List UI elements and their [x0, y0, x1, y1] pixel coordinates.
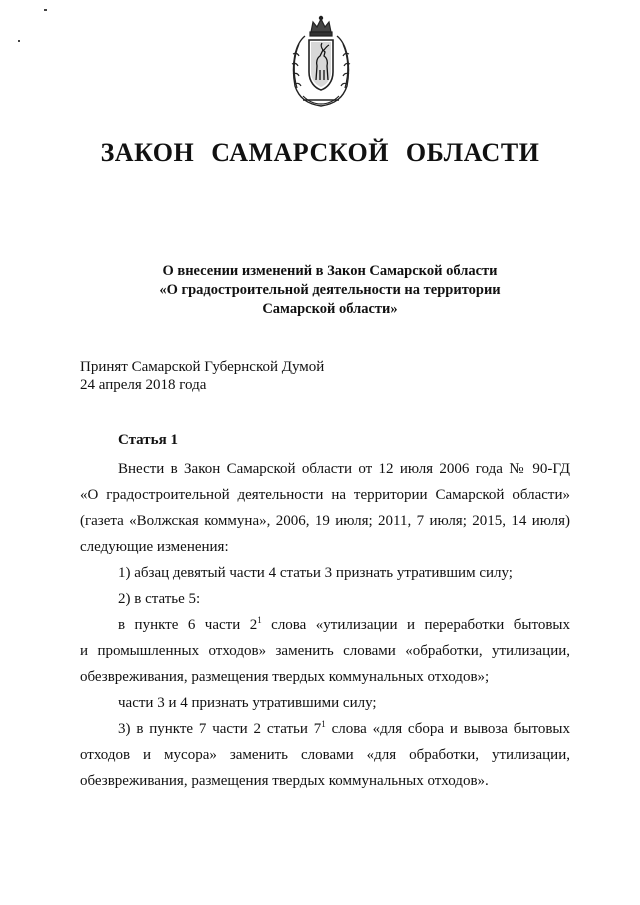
law-subject: [120, 262, 540, 319]
text-fragment: слова «для сбора и вывоза бытовых: [325, 721, 571, 737]
coat-of-arms-emblem: [283, 14, 359, 110]
scan-speck: [44, 9, 47, 11]
amendment-line: отходов и мусора» заменить словами «для обработки, утилизации,: [80, 747, 570, 763]
text-fragment: в пункте 6 части 2: [118, 617, 258, 633]
amendment-line: и промышленных отходов» заменить словами «обработки, утилизации,: [80, 643, 570, 659]
amendment-line: обезвреживания, размещения твердых коммунальных отходов»;: [80, 669, 490, 685]
subject-line: О внесении изменений в Закон Самарской области: [162, 263, 498, 279]
superscript: 1: [257, 615, 262, 625]
amendment-item-1: 1) абзац девятый части 4 статьи 3 признать утратившим силу;: [118, 565, 513, 581]
text-fragment: 3) в пункте 7 части 2 статьи 7: [118, 721, 322, 737]
article-heading: Статья 1: [118, 432, 178, 448]
subject-line: «О градостроительной деятельности на территории: [159, 282, 501, 298]
intro-line: (газета «Волжская коммуна», 2006, 19 июля; 2011, 7 июля; 2015, 14 июля): [80, 513, 570, 529]
intro-line: «О градостроительной деятельности на территории Самарской области»: [80, 487, 570, 503]
adoption-date: 24 апреля 2018 года: [80, 377, 207, 393]
adoption-note: [80, 358, 324, 394]
article-body: [80, 456, 570, 794]
adoption-body: Принят Самарской Губернской Думой: [80, 359, 325, 375]
amendment-line: обезвреживания, размещения твердых коммунальных отходов».: [80, 773, 489, 789]
amendment-item-2-point-6: [80, 612, 570, 638]
text-fragment: слова «утилизации и переработки бытовых: [261, 617, 570, 633]
intro-line: следующие изменения:: [80, 539, 229, 555]
document-title: ЗАКОН САМАРСКОЙ ОБЛАСТИ: [100, 138, 540, 167]
subject-line: Самарской области»: [262, 301, 398, 317]
superscript: 1: [321, 719, 326, 729]
scan-speck: [18, 40, 20, 42]
amendment-item-2: 2) в статье 5:: [118, 591, 201, 607]
intro-line: Внести в Закон Самарской области от 12 июля 2006 года № 90-ГД: [118, 461, 570, 477]
amendment-item-2-parts: части 3 и 4 признать утратившими силу;: [118, 695, 377, 711]
amendment-item-3: [80, 716, 570, 742]
